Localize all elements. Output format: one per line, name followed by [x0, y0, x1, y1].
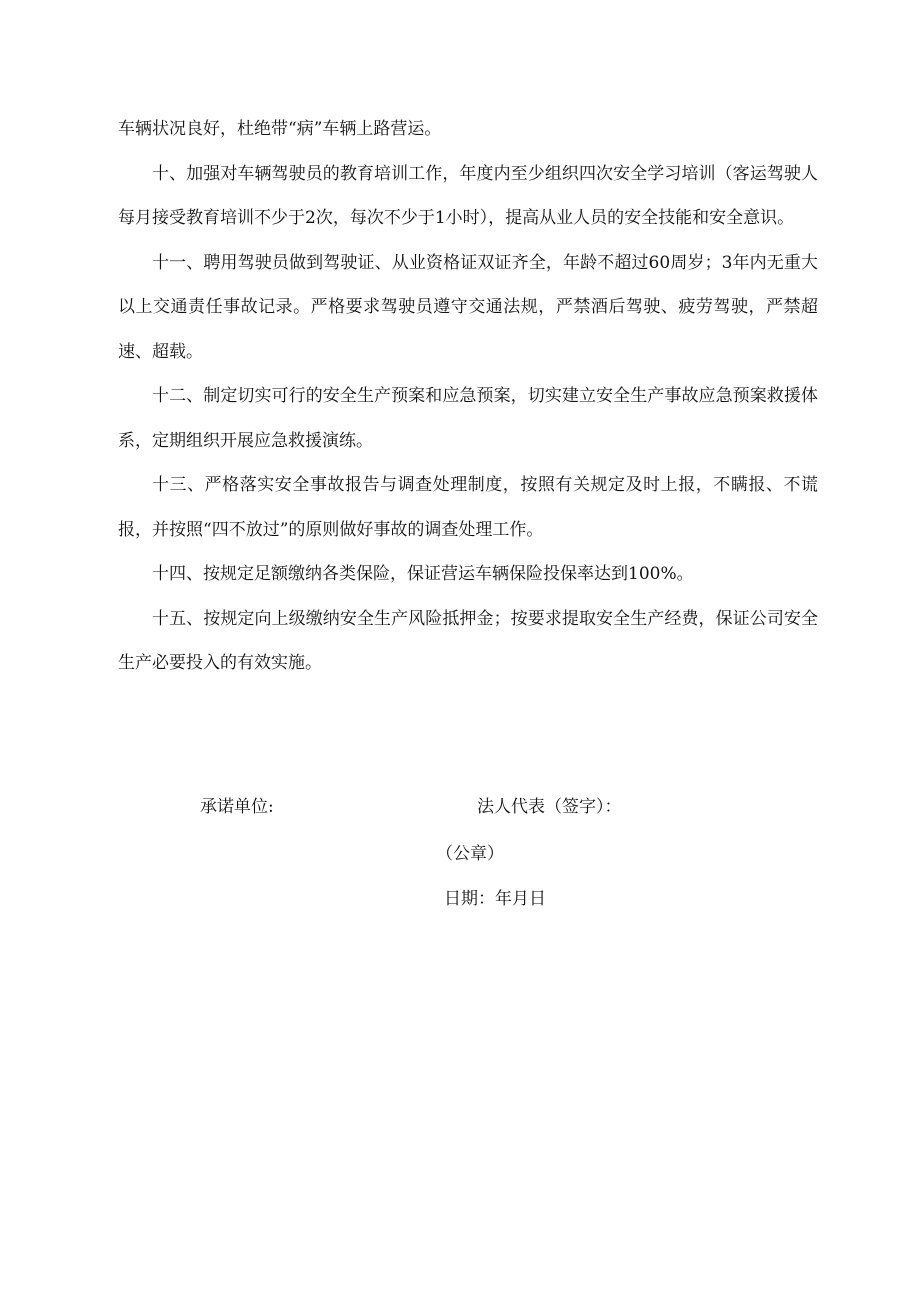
paragraph-item-12: 十二、制定切实可行的安全生产预案和应急预案，切实建立安全生产事故应急预案救援体系，定期组织开展应急救援演练。 [118, 386, 818, 451]
paragraph-item-11: 十一、聘用驾驶员做到驾驶证、从业资格证双证齐全，年龄不超过60周岁；3年内无重大以上交通责任事故记录。严格要求驾驶员遵守交通法规，严禁酒后驾驶、疲劳驾驶，严禁超速、超载。 [118, 252, 818, 362]
paragraph-item-15: 十五、按规定向上级缴纳安全生产风险抵押金；按要求提取安全生产经费，保证公司安全生产必要投入的有效实施。 [118, 608, 818, 673]
date-label: 日期：年月日 [444, 889, 546, 909]
paragraph-item-10: 十、加强对车辆驾驶员的教育培训工作，年度内至少组织四次安全学习培训（客运驾驶人每月接受教育培训不少于2次，每次不少于1小时），提高从业人员的安全技能和安全意识。 [118, 163, 818, 228]
paragraph-item-14: 十四、按规定足额缴纳各类保险，保证营运车辆保险投保率达到100%。 [152, 564, 694, 584]
paragraph-continuation: 车辆状况良好，杜绝带“病”车辆上路营运。 [118, 119, 442, 139]
paragraph-item-13: 十三、严格落实安全事故报告与调查处理制度，按照有关规定及时上报，不瞒报、不谎报，并按照“四不放过”的原则做好事故的调查处理工作。 [118, 475, 818, 540]
legal-representative-label: 法人代表（签字）： [477, 797, 622, 817]
committing-unit-label: 承诺单位: [200, 797, 274, 817]
official-seal-label: （公章） [436, 844, 504, 864]
document-body [118, 107, 818, 686]
